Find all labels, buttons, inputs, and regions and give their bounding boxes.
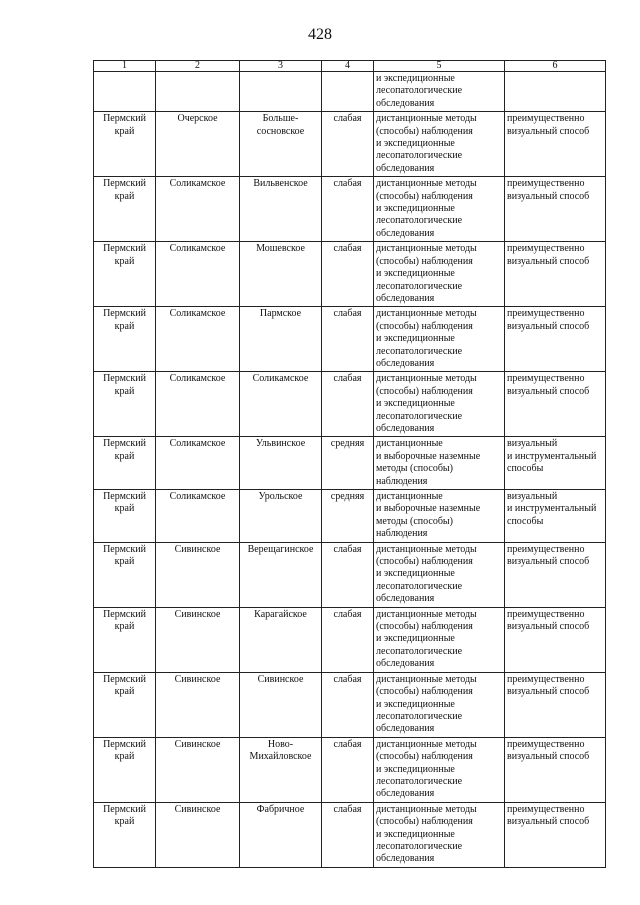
district-cell	[240, 112, 322, 177]
region-cell-text: Пермский край	[103, 438, 146, 462]
forestry-cell	[156, 177, 240, 242]
methods-cell-text: и экспедиционные лесопатологические обследования	[376, 73, 463, 109]
district-cell	[240, 242, 322, 307]
column-number: 1	[94, 61, 156, 72]
survey-method-cell-text: преимущественно визуальный способ	[507, 243, 590, 267]
intensity-cell	[322, 672, 374, 737]
column-number-row	[94, 61, 606, 72]
district-cell	[240, 737, 322, 802]
intensity-cell	[322, 490, 374, 543]
district-cell-text: Больше- сосновское	[256, 113, 305, 137]
forestry-cell	[156, 112, 240, 177]
intensity-cell	[322, 737, 374, 802]
region-cell-text: Пермский край	[103, 308, 146, 332]
forestry-cell-text: Очерское	[177, 113, 218, 125]
table-row	[94, 737, 606, 802]
forestry-cell-text: Соликамское	[169, 178, 226, 190]
forestry-cell	[156, 737, 240, 802]
region-cell	[94, 542, 156, 607]
intensity-cell	[322, 372, 374, 437]
intensity-cell-text: средняя	[330, 438, 365, 450]
survey-method-cell-text: преимущественно визуальный способ	[507, 373, 590, 397]
region-cell	[94, 242, 156, 307]
forestry-cell-text: Соликамское	[169, 243, 226, 255]
methods-cell	[374, 672, 505, 737]
methods-cell-text: дистанционные методы (способы) наблюдения и экспедиционные лесопатологические обследования	[376, 373, 477, 434]
methods-cell-text: дистанционные методы (способы) наблюдения и экспедиционные лесопатологические обследования	[376, 738, 477, 800]
region-cell	[94, 372, 156, 437]
methods-cell	[374, 542, 505, 607]
methods-cell	[374, 437, 505, 490]
methods-cell-text: дистанционные методы (способы) наблюдения и экспедиционные лесопатологические обследования	[376, 803, 477, 865]
intensity-cell-text: слабая	[333, 543, 362, 555]
survey-method-cell	[505, 72, 606, 112]
intensity-cell	[322, 437, 374, 490]
table-row	[94, 177, 606, 242]
forestry-cell	[156, 490, 240, 543]
intensity-cell-text: средняя	[330, 491, 365, 502]
page-number: 428	[308, 26, 332, 43]
table-row	[94, 542, 606, 607]
intensity-cell	[322, 542, 374, 607]
table-row	[94, 112, 606, 177]
methods-cell	[374, 737, 505, 802]
intensity-cell-text: слабая	[333, 673, 362, 685]
forestry-cell-text: Соликамское	[169, 308, 226, 320]
methods-cell-text: дистанционные методы (способы) наблюдения и экспедиционные лесопатологические обследования	[376, 113, 477, 174]
district-cell	[240, 177, 322, 242]
region-cell-text: Пермский край	[103, 243, 146, 267]
region-cell	[94, 672, 156, 737]
survey-method-cell-text: преимущественно визуальный способ	[507, 113, 590, 137]
district-cell	[240, 542, 322, 607]
methods-cell-text: дистанционные методы (способы) наблюдения и экспедиционные лесопатологические обследования	[376, 178, 477, 239]
intensity-cell-text: слабая	[333, 308, 362, 320]
forestry-cell-text: Сивинское	[174, 738, 221, 750]
methods-cell	[374, 607, 505, 672]
forestry-cell	[156, 672, 240, 737]
region-cell-text: Пермский край	[103, 543, 146, 568]
survey-method-cell-text: преимущественно визуальный способ	[507, 308, 590, 332]
table-row	[94, 802, 606, 867]
methods-cell	[374, 802, 505, 867]
region-cell	[94, 490, 156, 543]
district-cell-text: Фабричное	[256, 803, 305, 815]
district-cell	[240, 72, 322, 112]
intensity-cell	[322, 242, 374, 307]
forestry-cell-text: Соликамское	[169, 438, 226, 450]
forestry-cell-text: Сивинское	[174, 543, 221, 555]
forestry-cell	[156, 542, 240, 607]
district-cell-text: Пармское	[259, 308, 302, 320]
methods-cell	[374, 177, 505, 242]
region-cell	[94, 177, 156, 242]
forestry-cell	[156, 372, 240, 437]
district-cell-text: Ульвинское	[255, 438, 306, 450]
district-cell	[240, 437, 322, 490]
forestry-cell-text: Сивинское	[174, 608, 221, 620]
district-cell	[240, 607, 322, 672]
forestry-cell-text: Сивинское	[174, 673, 221, 685]
table-row	[94, 490, 606, 543]
district-cell	[240, 802, 322, 867]
survey-method-cell	[505, 607, 606, 672]
methods-cell-text: дистанционные и выборочные наземные методы (способы) наблюдения	[376, 491, 481, 540]
intensity-cell-text: слабая	[333, 243, 362, 255]
table-row	[94, 607, 606, 672]
survey-method-cell-text: визуальный и инструментальный способы	[507, 491, 597, 527]
methods-cell	[374, 490, 505, 543]
district-cell-text: Верещагинское	[247, 543, 314, 555]
forestry-cell	[156, 802, 240, 867]
column-number: 2	[156, 61, 240, 72]
survey-method-cell	[505, 672, 606, 737]
region-cell-text: Пермский край	[103, 803, 146, 828]
table-row	[94, 372, 606, 437]
methods-cell	[374, 307, 505, 372]
column-number: 4	[322, 61, 374, 72]
survey-method-cell-text: преимущественно визуальный способ	[507, 543, 590, 568]
district-cell	[240, 490, 322, 543]
district-cell	[240, 672, 322, 737]
methods-cell-text: дистанционные методы (способы) наблюдения и экспедиционные лесопатологические обследования	[376, 543, 477, 605]
survey-method-cell-text: преимущественно визуальный способ	[507, 178, 590, 202]
column-number: 6	[505, 61, 606, 72]
intensity-cell-text: слабая	[333, 608, 362, 620]
intensity-cell-text: слабая	[333, 113, 362, 125]
region-cell	[94, 307, 156, 372]
forestry-cell	[156, 307, 240, 372]
intensity-cell	[322, 72, 374, 112]
forest-monitoring-table	[93, 60, 606, 868]
forestry-cell	[156, 607, 240, 672]
forestry-cell-text: Соликамское	[169, 373, 226, 385]
region-cell-text: Пермский край	[103, 373, 146, 397]
region-cell	[94, 72, 156, 112]
survey-method-cell-text: преимущественно визуальный способ	[507, 738, 590, 763]
region-cell-text: Пермский край	[103, 738, 146, 763]
methods-cell-text: дистанционные методы (способы) наблюдения и экспедиционные лесопатологические обследования	[376, 673, 477, 735]
region-cell-text: Пермский край	[103, 608, 146, 633]
forestry-cell-text: Соликамское	[169, 491, 226, 502]
district-cell-text: Сивинское	[257, 673, 304, 685]
intensity-cell-text: слабая	[333, 373, 362, 385]
forestry-cell	[156, 242, 240, 307]
table-row	[94, 307, 606, 372]
methods-cell	[374, 372, 505, 437]
region-cell	[94, 737, 156, 802]
methods-cell-text: дистанционные и выборочные наземные методы (способы) наблюдения	[376, 438, 481, 487]
district-cell-text: Соликамское	[252, 373, 309, 385]
district-cell-text: Карагайское	[254, 608, 307, 620]
survey-method-cell	[505, 307, 606, 372]
survey-method-cell	[505, 242, 606, 307]
table-row	[94, 672, 606, 737]
intensity-cell	[322, 607, 374, 672]
region-cell	[94, 112, 156, 177]
region-cell-text: Пермский край	[103, 673, 146, 698]
table-row	[94, 242, 606, 307]
forestry-cell-text: Сивинское	[174, 803, 221, 815]
intensity-cell	[322, 802, 374, 867]
survey-method-cell	[505, 490, 606, 543]
survey-method-cell-text: преимущественно визуальный способ	[507, 673, 590, 698]
survey-method-cell-text: преимущественно визуальный способ	[507, 608, 590, 633]
methods-cell-text: дистанционные методы (способы) наблюдения и экспедиционные лесопатологические обследования	[376, 243, 477, 304]
district-cell-text: Вильвенское	[253, 178, 308, 190]
survey-method-cell	[505, 372, 606, 437]
survey-method-cell-text: преимущественно визуальный способ	[507, 803, 590, 828]
intensity-cell-text: слабая	[333, 178, 362, 190]
table-row	[94, 437, 606, 490]
survey-method-cell	[505, 802, 606, 867]
region-cell-text: Пермский край	[103, 491, 146, 515]
methods-cell	[374, 112, 505, 177]
survey-method-cell	[505, 737, 606, 802]
district-cell-text: Урольское	[258, 491, 303, 502]
methods-cell	[374, 242, 505, 307]
column-number: 3	[240, 61, 322, 72]
region-cell	[94, 437, 156, 490]
intensity-cell-text: слабая	[333, 738, 362, 750]
column-number: 5	[374, 61, 505, 72]
survey-method-cell	[505, 437, 606, 490]
intensity-cell-text: слабая	[333, 803, 362, 815]
district-cell	[240, 307, 322, 372]
forestry-cell	[156, 72, 240, 112]
table-row	[94, 72, 606, 112]
region-cell-text: Пермский край	[103, 113, 146, 137]
intensity-cell	[322, 112, 374, 177]
survey-method-cell	[505, 112, 606, 177]
district-cell	[240, 372, 322, 437]
district-cell-text: Ново- Михайловское	[249, 738, 312, 763]
survey-method-cell-text: визуальный и инструментальный способы	[507, 438, 597, 475]
survey-method-cell	[505, 542, 606, 607]
region-cell	[94, 607, 156, 672]
intensity-cell	[322, 307, 374, 372]
forestry-cell	[156, 437, 240, 490]
district-cell-text: Мошевское	[256, 243, 305, 255]
intensity-cell	[322, 177, 374, 242]
survey-method-cell	[505, 177, 606, 242]
methods-cell	[374, 72, 505, 112]
region-cell	[94, 802, 156, 867]
methods-cell-text: дистанционные методы (способы) наблюдения и экспедиционные лесопатологические обследования	[376, 308, 477, 369]
region-cell-text: Пермский край	[103, 178, 146, 202]
methods-cell-text: дистанционные методы (способы) наблюдения и экспедиционные лесопатологические обследования	[376, 608, 477, 670]
